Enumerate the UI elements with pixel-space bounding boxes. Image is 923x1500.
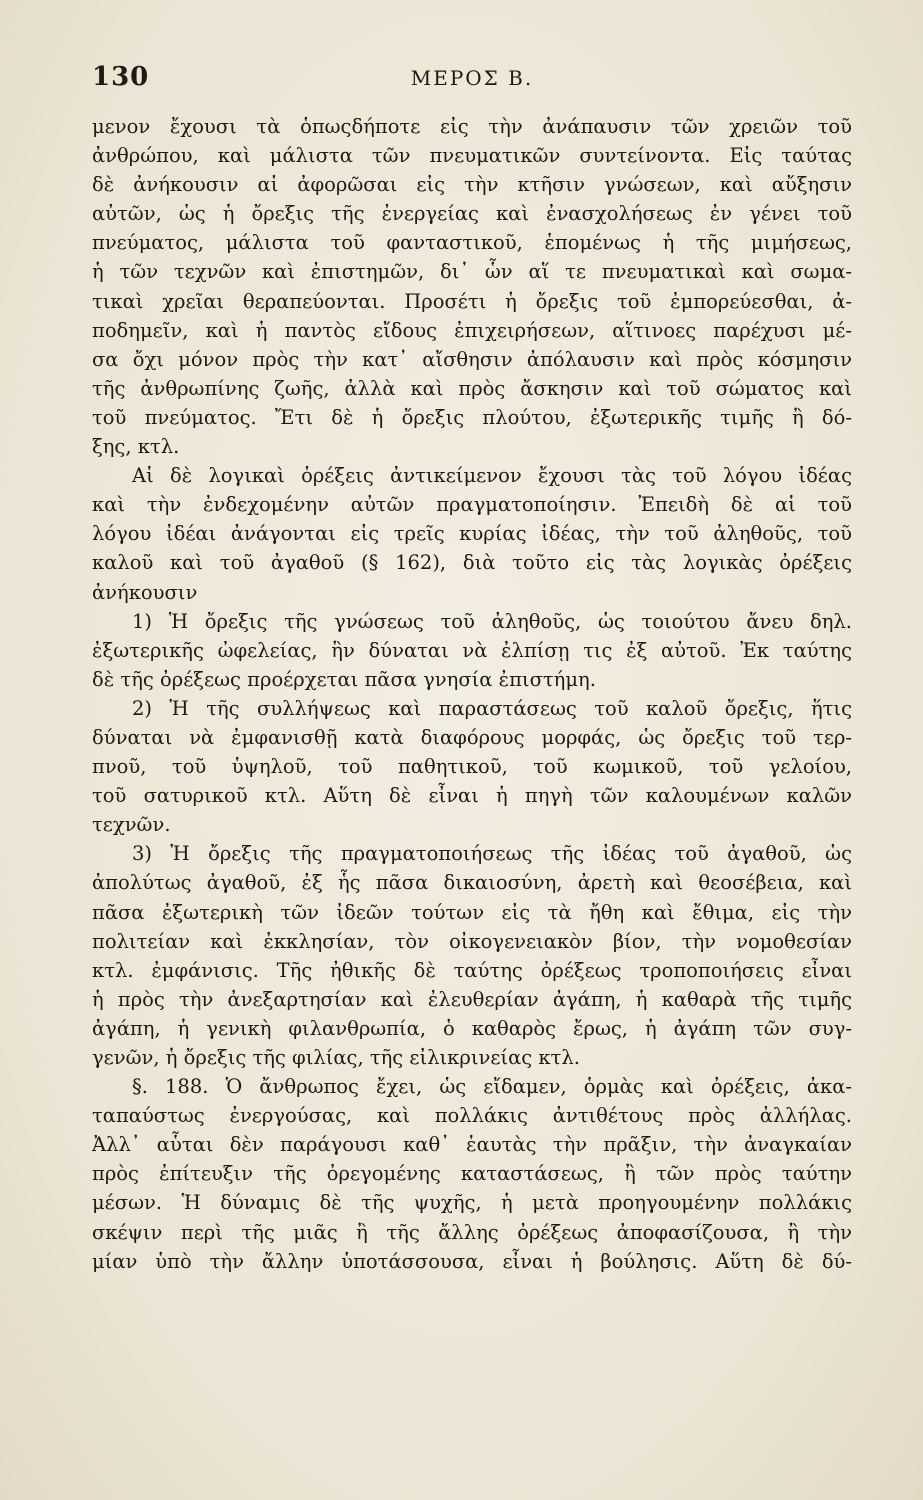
list-item-2: 2) Ἡ τῆς συλλήψεως καὶ παραστάσεως τοῦ καλοῦ ὄρεξις, ἥτις [132, 696, 852, 720]
text-line: τοῦ σατυρικοῦ κτλ. Αὕτη δὲ εἶναι ἡ πηγὴ τῶν καλουμένων καλῶν [92, 784, 852, 808]
text-line: λόγου ἰδέαι ἀνάγονται εἰς τρεῖς κυρίας ἰδέας, τὴν τοῦ ἀληθοῦς, τοῦ [92, 522, 852, 546]
text-line: πρὸς ἐπίτευξιν τῆς ὀρεγομένης καταστάσεως, ἢ τῶν πρὸς ταύτην [92, 1162, 852, 1186]
text-line: ἀγάπη, ἡ γενικὴ φιλανθρωπία, ὁ καθαρὸς ἔρως, ἡ ἀγάπη τῶν συγ- [92, 1016, 852, 1040]
text-line: σκέψιν περὶ τῆς μιᾶς ἢ τῆς ἄλλης ὀρέξεως ἀποφασίζουσα, ἢ τὴν [92, 1220, 852, 1244]
text-line: πνοῦ, τοῦ ὑψηλοῦ, τοῦ παθητικοῦ, τοῦ κωμικοῦ, τοῦ γελοίου, [92, 755, 852, 779]
text-line: μέσων. Ἡ δύναμις δὲ τῆς ψυχῆς, ἡ μετὰ προηγουμένην πολλάκις [92, 1191, 852, 1215]
text-line: ἡ τῶν τεχνῶν καὶ ἐπιστημῶν, δι᾽ ὧν αἵ τε πνευματικαὶ καὶ σωμα- [92, 260, 852, 284]
text-line: καὶ τὴν ἐνδεχομένην αὐτῶν πραγματοποίησιν. Ἐπειδὴ δὲ αἱ τοῦ [92, 493, 852, 517]
text-line: ἀπολύτως ἀγαθοῦ, ἐξ ἧς πᾶσα δικαιοσύνη, ἀρετὴ καὶ θεοσέβεια, καὶ [92, 871, 852, 895]
text-line: τῆς ἀνθρωπίνης ζωῆς, ἀλλὰ καὶ πρὸς ἄσκησιν καὶ τοῦ σώματος καὶ [92, 376, 852, 400]
list-item-1: 1) Ἡ ὄρεξις τῆς γνώσεως τοῦ ἀληθοῦς, ὡς τοιούτου ἄνευ δηλ. [132, 609, 852, 633]
text-line: δύναται νὰ ἐμφανισθῇ κατὰ διαφόρους μορφάς, ὡς ὄρεξις τοῦ τερ- [92, 725, 852, 749]
text-line: γενῶν, ἡ ὄρεξις τῆς φιλίας, τῆς εἰλικρινείας κτλ. [92, 1046, 580, 1069]
text-line: ποδημεῖν, καὶ ἡ παντὸς εἴδους ἐπιχειρήσεων, αἵτινοες παρέχυσι μέ- [92, 318, 852, 342]
paragraph-first-line: Αἱ δὲ λογικαὶ ὀρέξεις ἀντικείμενον ἔχουσι τὰς τοῦ λόγου ἰδέας [132, 464, 852, 488]
text-line: Ἀλλ᾽ αὗται δὲν παράγουσι καθ᾽ ἑαυτὰς τὴν πρᾶξιν, τὴν ἀναγκαίαν [92, 1133, 852, 1157]
text-line: μίαν ὑπὸ τὴν ἄλλην ὑποτάσσουσα, εἶναι ἡ βούλησις. Αὕτη δὲ δύ- [92, 1249, 852, 1273]
text-line: ἡ πρὸς τὴν ἀνεξαρτησίαν καὶ ἐλευθερίαν ἀγάπη, ἡ καθαρὰ τῆς τιμῆς [92, 987, 852, 1011]
section-188-start: §. 188. Ὁ ἄνθρωπος ἔχει, ὡς εἴδαμεν, ὁρμὰς καὶ ὀρέξεις, ἀκα- [132, 1075, 852, 1099]
text-line: ἀνθρώπου, καὶ μάλιστα τῶν πνευματικῶν συντείνοντα. Εἰς ταύτας [92, 144, 852, 168]
text-line: δὲ τῆς ὀρέξεως προέρχεται πᾶσα γνησία ἐπιστήμη. [92, 667, 596, 691]
text-line: σα ὄχι μόνον πρὸς τὴν κατ᾽ αἴσθησιν ἀπόλαυσιν καὶ πρὸς κόσμησιν [92, 347, 852, 371]
text-line: πᾶσα ἐξωτερικὴ τῶν ἰδεῶν τούτων εἰς τὰ ἤθη καὶ ἔθιμα, εἰς τὴν [92, 900, 852, 924]
text-line: τικαὶ χρεῖαι θεραπεύονται. Προσέτι ἡ ὄρεξις τοῦ ἐμπορεύεσθαι, ἀ- [92, 289, 852, 313]
text-line: καλοῦ καὶ τοῦ ἀγαθοῦ (§ 162), διὰ τοῦτο εἰς τὰς λογικὰς ὀρέξεις [92, 551, 852, 575]
running-title: ΜΕΡΟΣ Β. [410, 66, 534, 90]
text-line: αὐτῶν, ὡς ἡ ὄρεξις τῆς ἐνεργείας καὶ ἐνασχολήσεως ἐν γένει τοῦ [92, 202, 852, 226]
text-line: πολιτείαν καὶ ἐκκλησίαν, τὸν οἰκογενειακὸν βίον, τὴν νομοθεσίαν [92, 929, 852, 953]
text-line: πνεύματος, μάλιστα τοῦ φανταστικοῦ, ἑπομένως ἡ τῆς μιμήσεως, [92, 231, 852, 255]
list-item-3: 3) Ἡ ὄρεξις τῆς πραγματοποιήσεως τῆς ἰδέας τοῦ ἀγαθοῦ, ὡς [132, 842, 852, 866]
text-line: ἀνήκουσιν [92, 580, 198, 604]
text-line: ἐξωτερικῆς ὠφελείας, ἣν δύναται νὰ ἐλπίσῃ τις ἐξ αὐτοῦ. Ἐκ ταύτης [92, 638, 852, 662]
text-line: ταπαύστως ἐνεργούσας, καὶ πολλάκις ἀντιθέτους πρὸς ἀλλήλας. [92, 1104, 852, 1128]
text-line: ξης, κτλ. [92, 435, 180, 459]
text-line: κτλ. ἐμφάνισις. Τῆς ἠθικῆς δὲ ταύτης ὀρέξεως τροποποιήσεις εἶναι [92, 958, 852, 982]
text-line: τοῦ πνεύματος. Ἔτι δὲ ἡ ὄρεξις πλούτου, ἐξωτερικῆς τιμῆς ἢ δό- [92, 405, 852, 429]
page-number: 130 [92, 62, 150, 92]
page-header [92, 62, 852, 92]
body-text [92, 112, 852, 1276]
text-line: μενον ἔχουσι τὰ ὁπωςδήποτε εἰς τὴν ἀνάπαυσιν τῶν χρειῶν τοῦ [92, 115, 852, 138]
text-line: τεχνῶν. [92, 813, 171, 837]
text-line: δὲ ἀνήκουσιν αἱ ἀφορῶσαι εἰς τὴν κτῆσιν γνώσεων, καὶ αὔξησιν [92, 173, 852, 197]
